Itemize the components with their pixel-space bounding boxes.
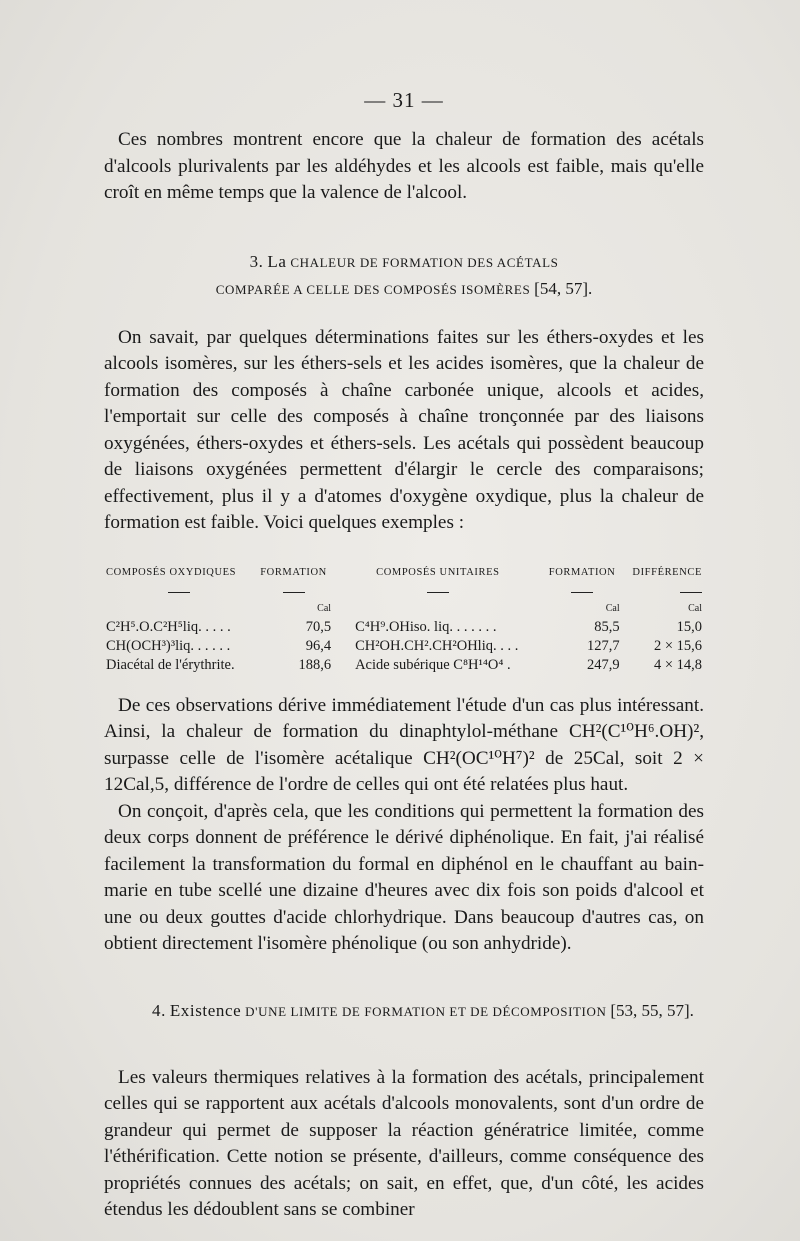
section-3-title-line2-text: COMPARÉE A CELLE DES COMPOSÉS ISOMÈRES	[215, 281, 531, 297]
table-header-oxydiques: COMPOSÉS OXYDIQUES	[106, 566, 237, 578]
paragraph-after-table-2: On conçoit, d'après cela, que les conditions qui permettent la formation des deux corps donnent de préférence le dérivé diphénolique. En fait, j'ai réalisé facilement la transformation du formal en diphénol en le chauffant au bain-marie en tube scellé une dizaine d'heures avec dix fois son poids d'alcool et une ou deux gouttes d'acide chlorhydrique. Dans beaucoup d'autres cas, on obtient directement l'isomère phénolique (ou son anhydride).	[104, 800, 704, 954]
table-cell-difference: 15,0	[676, 618, 702, 635]
table-dash	[680, 592, 702, 593]
paragraph-after-table-1: De ces observations dérive immédiatement l'étude d'un cas plus intéressant. Ainsi, la chaleur de formation du dinaphtylol-méthane CH²(C¹⁰H⁶.OH)², surpasse celle de l'isomère acétalique CH²(OC¹⁰H⁷)² de 25Cal, soit 2 × 12Cal,5, différence de l'ordre de celles qui ont été relatées plus haut.	[104, 694, 704, 795]
table-dash-row	[104, 580, 704, 599]
table-dash	[571, 592, 593, 593]
table-dash	[283, 592, 305, 593]
section-4-title-rest: D'UNE LIMITE DE FORMATION ET DE DÉCOMPOSITION	[245, 1003, 607, 1019]
section-3-refs: [54, 57].	[534, 278, 593, 298]
table-header-unitaires: COMPOSÉS UNITAIRES	[376, 566, 500, 578]
table-header-formation-2: FORMATION	[548, 566, 616, 578]
section-3-title-line2	[104, 276, 704, 303]
table-row	[104, 618, 704, 637]
table-row	[104, 656, 704, 675]
table-cell-formation-1: 70,5	[305, 618, 332, 635]
table-cell-unitaire: CH²OH.CH².CH²OHliq. . . .	[355, 637, 519, 654]
table-unit-formation-2: Cal	[605, 602, 620, 614]
table-cell-formation-1: 188,6	[298, 656, 332, 673]
section-4-refs: [53, 55, 57].	[610, 1000, 694, 1020]
section-4-number: 4.	[152, 1000, 166, 1020]
table-cell-formation-2: 247,9	[587, 656, 620, 673]
section-3-title-line1	[104, 249, 704, 276]
page-number: — 31 —	[364, 88, 444, 112]
table-unit-formation-1: Cal	[317, 602, 332, 614]
table-cell-oxydique: C²H⁵.O.C²H⁵liq. . . . .	[106, 618, 231, 635]
table-cell-unitaire: Acide subérique C⁸H¹⁴O⁴ .	[355, 656, 511, 673]
section-3-heading	[104, 249, 704, 303]
section-4-paragraph: Les valeurs thermiques relatives à la formation des acétals, principalement celles qui se rapportent aux acétals d'alcools monovalents, sont d'un ordre de grandeur qui permet de supposer la réaction génératrice limitée, comme l'éthérification. Cette notion se présente, d'ailleurs, comme conséquence des propriétés connues des acétals; on sait, en effet, que, d'un côté, les acides étendus les dédoublent sans se combiner	[104, 1066, 704, 1220]
table-dash	[427, 592, 449, 593]
table-cell-formation-1: 96,4	[305, 637, 332, 654]
table-cell-difference: 4 × 14,8	[653, 656, 702, 673]
table-cell-formation-2: 127,7	[587, 637, 620, 654]
table-unit-difference: Cal	[688, 602, 702, 614]
table-header-row	[104, 567, 704, 580]
table-cell-oxydique: Diacétal de l'érythrite.	[106, 656, 235, 673]
table-unit-row	[104, 599, 704, 618]
section-3-paragraph: On savait, par quelques déterminations faites sur les éthers-oxydes et les alcools isomères, sur les éthers-sels et les acides isomères, que la chaleur de formation des composés à chaîne carbonée unique, alcools et acides, l'emportait sur celle des composés à chaîne tronçonnée par des liaisons oxygénées, éthers-oxydes et éthers-sels. Les acétals qui possèdent beaucoup de liaisons oxygénées permettent d'élargir le cercle des comparaisons; effectivement, plus il y a d'atomes d'oxygène oxydique, plus la chaleur de formation est faible. Voici quelques exemples :	[104, 326, 704, 533]
table-cell-unitaire: C⁴H⁹.OHiso. liq. . . . . . .	[355, 618, 497, 635]
table-cell-difference: 2 × 15,6	[653, 637, 702, 654]
table-header-difference: DIFFÉRENCE	[632, 566, 702, 578]
table-dash	[168, 592, 190, 593]
table-cell-oxydique: CH(OCH³)³liq. . . . . .	[106, 637, 231, 654]
intro-paragraph: Ces nombres montrent encore que la chaleur de formation des acétals d'alcools plurivalents par les aldéhydes et les alcools est faible, mais qu'elle croît en même temps que la valence de l'alcool.	[104, 129, 704, 203]
section-4-title-lead: Existence	[169, 1000, 242, 1020]
thermochemistry-table	[104, 567, 704, 675]
table-cell-formation-2: 85,5	[594, 618, 620, 635]
section-3-title-lead: La	[267, 251, 287, 271]
table-header-formation-1: FORMATION	[260, 566, 327, 578]
section-4-heading	[104, 998, 704, 1025]
section-3-number: 3.	[249, 251, 264, 271]
table-row	[104, 637, 704, 656]
section-3-title-rest: CHALEUR DE FORMATION DES ACÉTALS	[290, 254, 559, 270]
